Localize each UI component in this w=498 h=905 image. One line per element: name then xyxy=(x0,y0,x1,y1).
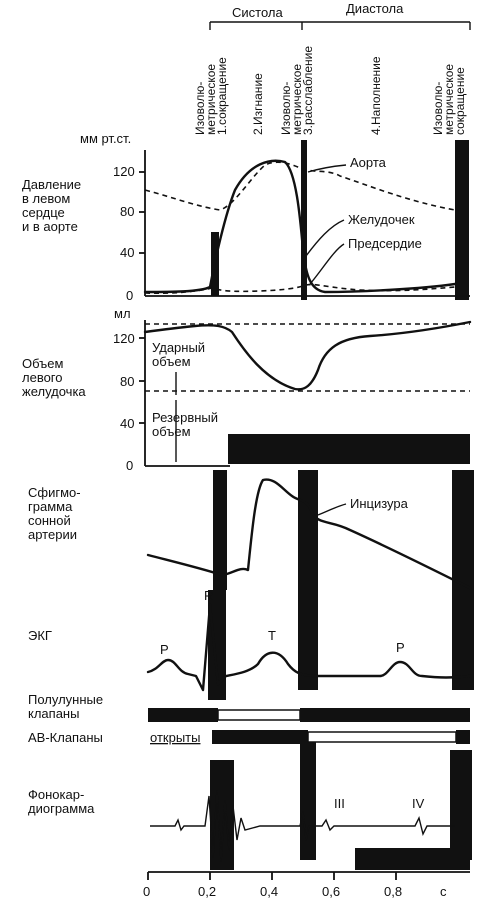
phase-filling: 4.Наполнение xyxy=(369,56,383,135)
time-tick-0-6: 0,6 xyxy=(322,884,341,899)
time-tick-0-8: 0,8 xyxy=(384,884,403,899)
volume-unit: мл xyxy=(114,306,131,321)
time-tick-0-4: 0,4 xyxy=(260,884,279,899)
phase-ejection: 2.Изгнание xyxy=(251,73,265,135)
valves-panel xyxy=(28,692,470,745)
incisura-callout xyxy=(318,504,346,515)
time-tick-0: 0 xyxy=(143,884,151,899)
diastole-label: Диастола xyxy=(346,1,404,16)
pressure-ticks xyxy=(113,164,145,303)
sphygmogram-label: Сфигмо-грамма сонной артерии xyxy=(28,485,81,542)
incisura-label: Инцизура xyxy=(350,496,408,511)
volume-tick-120: 120 xyxy=(113,331,135,346)
ecg-label: ЭКГ xyxy=(28,628,52,643)
ventricle-callout xyxy=(306,220,344,256)
pressure-tick-40: 40 xyxy=(120,245,135,260)
time-unit-label: с xyxy=(440,884,447,899)
ecg-t-wave-label: T xyxy=(268,628,276,643)
semilunar-closed-bar-1 xyxy=(148,708,218,722)
aorta-pressure-curve xyxy=(145,162,455,210)
ventricular-volume-curve xyxy=(145,322,470,389)
sphygmogram-panel xyxy=(28,480,470,588)
ecg-p-wave-label: P xyxy=(160,642,169,657)
aorta-callout xyxy=(308,165,346,172)
av-valves-label: АВ-Клапаны xyxy=(28,730,103,745)
reserve-volume-label: Резервный объем xyxy=(152,410,219,439)
phase-isovolumetric-contraction-2: Изоволю-метрическоесокращение xyxy=(431,63,467,135)
aorta-label: Аорта xyxy=(350,155,386,170)
phase-labels xyxy=(193,46,467,135)
phase-header xyxy=(210,1,470,30)
volume-ticks xyxy=(113,331,145,473)
volume-tick-0: 0 xyxy=(126,458,134,473)
stroke-volume-label: Ударный объем xyxy=(152,340,206,369)
pressure-panel xyxy=(22,131,470,303)
pressure-unit: мм рт.ст. xyxy=(80,131,132,146)
time-axis xyxy=(143,872,470,899)
time-tick-0-2: 0,2 xyxy=(198,884,217,899)
phono-fourth-sound-label: IV xyxy=(412,796,425,811)
atrium-callout xyxy=(310,244,344,284)
atrium-label: Предсердие xyxy=(348,236,422,251)
semilunar-closed-bar-2 xyxy=(300,708,470,722)
av-open-bar xyxy=(308,732,456,742)
phonocardiogram-label: Фонокар-диограмма xyxy=(28,787,95,816)
volume-tick-80: 80 xyxy=(120,374,135,389)
pressure-axis-label: Давление в левом сердце и в аорте xyxy=(22,177,82,234)
phase-isovolumetric-relaxation: Изоволю-метрическое3.расслабление xyxy=(279,45,315,135)
volume-axis-label: Объем левого желудочка xyxy=(22,356,86,399)
volume-panel xyxy=(22,306,470,473)
semilunar-open-bar xyxy=(218,710,300,720)
ecg-r-wave-label: R xyxy=(204,588,214,603)
phono-third-sound-label: III xyxy=(334,796,345,811)
av-valves-open-label: открыты xyxy=(150,730,201,745)
ecg-panel xyxy=(28,588,470,690)
pressure-tick-80: 80 xyxy=(120,204,135,219)
semilunar-valves-label: Полулунные клапаны xyxy=(28,692,104,721)
av-closed-bar xyxy=(212,730,308,744)
ecg-p-wave-label-2: P xyxy=(396,640,405,655)
ventricle-label: Желудочек xyxy=(348,212,415,227)
pressure-tick-120: 120 xyxy=(113,164,135,179)
volume-tick-40: 40 xyxy=(120,416,135,431)
phase-isovolumetric-contraction: Изоволю-метрическое1.сокращение xyxy=(193,57,229,135)
av-closed-bar-2 xyxy=(456,730,470,744)
pressure-tick-0: 0 xyxy=(126,288,134,303)
systole-label: Систола xyxy=(232,5,283,20)
